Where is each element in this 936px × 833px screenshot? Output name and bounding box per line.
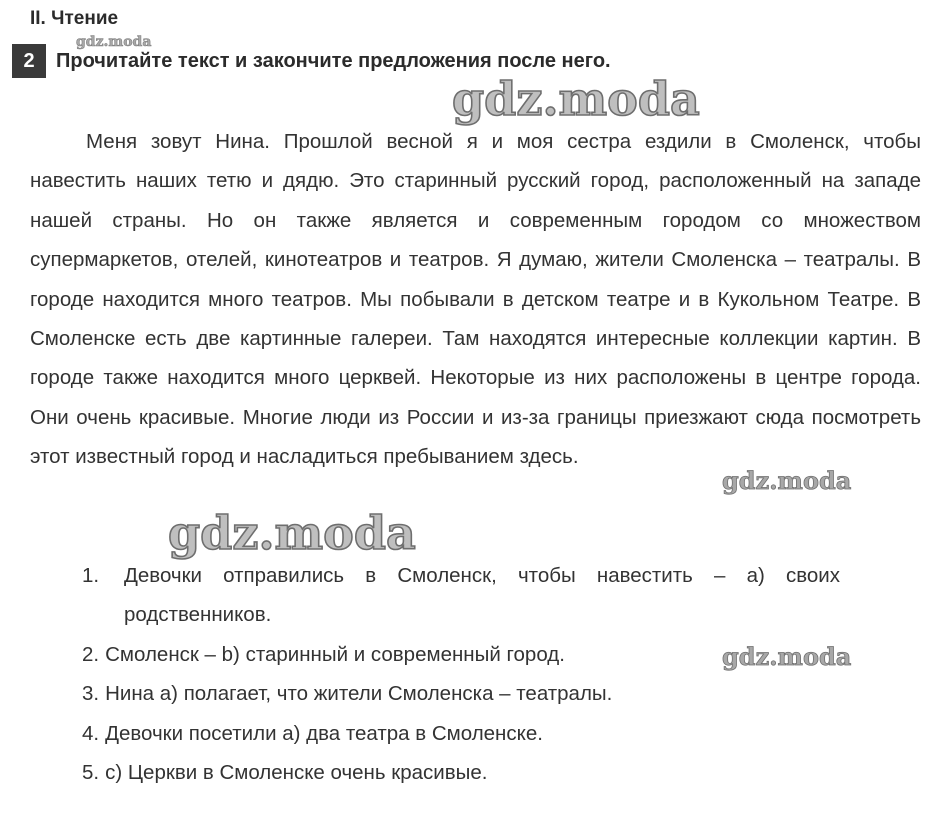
- task-number-badge: 2: [12, 44, 46, 78]
- task-instruction: Прочитайте текст и закончите предложения после него.: [56, 49, 611, 72]
- answer-number: 2.: [82, 642, 100, 666]
- reading-text: Меня зовут Нина. Прошлой весной я и моя сестра ездили в Смоленск, чтобы навестить наших тетю и дядю. Это старинный русский город, расположенный на западе нашей страны. Но он также является и современным городом со множеством супермаркетов, отелей, кинотеатров и театров. Я думаю, жители Смоленска – театралы. В городе находится много театров. Мы побывали в детском театре и в Кукольном Театре. В Смоленске есть две картинные галереи. Там находятся интересные коллекции картин. В городе также находится много церквей. Некоторые из них расположены в центре города. Они очень красивые. Многие люди из России и из-за границы приезжают сюда посмотреть этот известный город и насладиться пребыванием здесь.: [30, 130, 921, 469]
- answer-text: c) Церкви в Смоленске очень красивые.: [105, 761, 488, 785]
- watermark: gdz.moda: [452, 72, 700, 126]
- answers-list: [82, 556, 840, 792]
- answer-number: 5.: [82, 761, 100, 785]
- answer-number: 1.: [82, 564, 100, 587]
- answer-item: [82, 674, 840, 713]
- answer-text: Девочки отправились в Смоленск, чтобы навестить – a) своих родственников.: [124, 564, 840, 627]
- answer-number: 4.: [82, 721, 100, 745]
- answer-item: [82, 753, 840, 792]
- answer-text: Девочки посетили a) два театра в Смоленске.: [105, 721, 543, 745]
- watermark: gdz.moda: [76, 34, 152, 50]
- answer-text: Смоленск – b) старинный и современный город.: [105, 642, 565, 666]
- answer-item: [82, 714, 840, 753]
- watermark: gdz.moda: [722, 642, 852, 671]
- watermark: gdz.moda: [168, 506, 416, 560]
- answer-number: 3.: [82, 682, 100, 706]
- answer-item: [82, 556, 840, 635]
- answer-item: [82, 635, 840, 674]
- task-header: [12, 44, 611, 78]
- watermark: gdz.moda: [722, 466, 852, 495]
- section-heading: II. Чтение: [30, 8, 119, 29]
- answer-text: Нина a) полагает, что жители Смоленска – театралы.: [105, 682, 613, 706]
